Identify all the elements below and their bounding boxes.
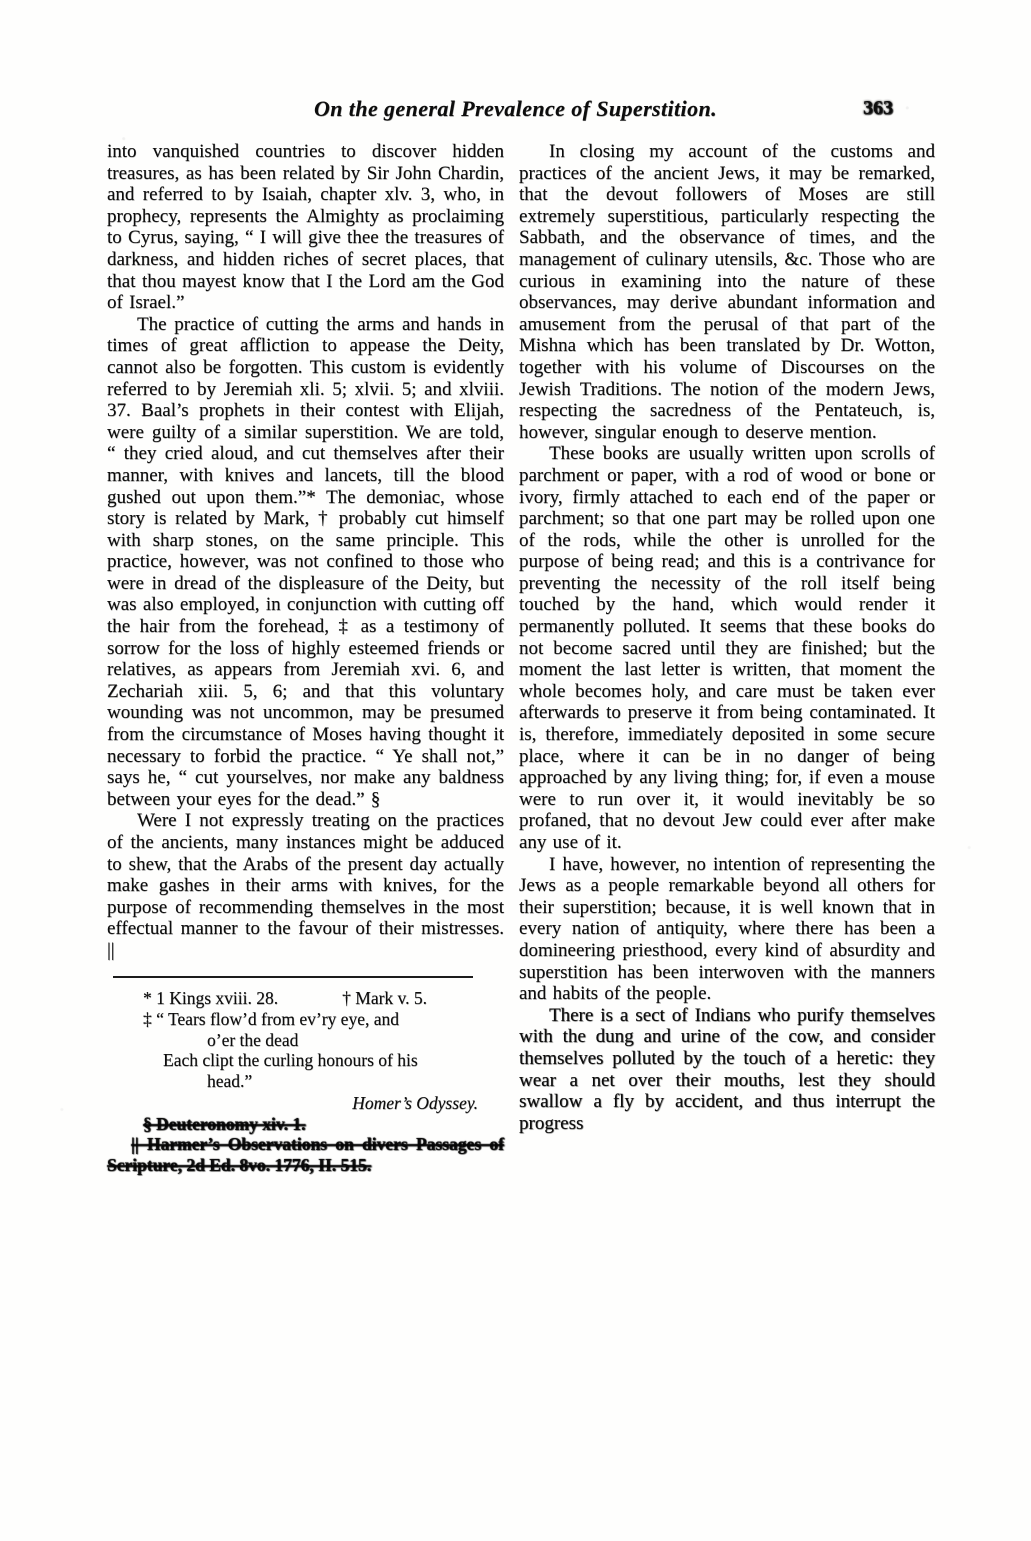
footnote-poem-line: ‡ “ Tears flow’d from ev’ry eye, and [143,1009,399,1030]
footnote-poem [107,1009,504,1091]
footnote-deuteronomy: § Deuteronomy xiv. 1. [143,1113,306,1134]
footnote-poem-line: head.” [207,1070,253,1091]
footnote-harmer: || Harmer’s Observations on divers Passages of Scripture, 2d Ed. 8vo. 1776, II. 515. [107,1134,504,1175]
left-column [107,141,504,1175]
paragraph-indian-sect: There is a sect of Indians who purify themselves with the dung and urine of the cow, and consider themselves polluted by the touch of a heretic: they wear a net over their mouths, lest they should swallow a fly by accident, and thus interrupt the progress [519,1004,935,1134]
two-column-text-block [107,141,935,1175]
page-number: 363 [863,97,893,119]
paragraph-no-intention: I have, however, no intention of representing the Jews as a people remarkable beyond all others for their superstition; because, it is well known that in every nation of antiquity, where there has been a domineering priesthood, every kind of absurdity and superstition has been interwoven with the manners and habits of the people. [519,853,935,1005]
running-head [0,96,1031,130]
right-column [519,141,935,1175]
paragraph-cutting-practice: The practice of cutting the arms and hands in times of great affliction to appease the Deity, cannot also be forgotten. This custom is evidently referred to by Jeremiah xli. 5; xlvii. 5; and xlviii. 37. Baal’s prophets in their contest with Elijah, were guilty of a similar superstition. We are told, “ they cried aloud, and cut themselves after their manner, with knives and lancets, till the blood gushed out upon them.”* The demoniac, whose story is related by Mark, † probably cut himself with sharp stones, on the same principle. This practice, however, was not confined to those who were in dread of the displeasure of the Deity, but was also employed, in conjunction with cutting off the hair from the forehead, ‡ as a testimony of sorrow for the loss of highly esteemed friends or relatives, as appears from Jeremiah xvi. 6, and Zechariah xiii. 5, 6; and that this voluntary wounding was not uncommon, may be presumed from the circumstance of Moses having thought it necessary to forbid the practice. “ Ye shall not,” says he, “ cut yourselves, nor make any baldness between your eyes for the dead.” § [107,313,504,810]
footnote-poem-line: o’er the dead [207,1029,299,1050]
footnote-divider [113,976,473,978]
footnote-refs-line [107,988,504,1009]
footnote-poem-line: Each clipt the curling honours of his [163,1050,418,1071]
footnote-kings: * 1 Kings xviii. 28. [143,987,279,1008]
paragraph-arabs: Were I not expressly treating on the practices of the ancients, many instances might be adduced to shew, that the Arabs of the present day actually make gashes in their arms with knives, for the purpose of recommending themselves in the most effectual manner to the favour of their mistresses. || [107,810,504,961]
paragraph-jewish-customs: In closing my account of the customs and practices of the ancient Jews, it may be remarked, that the devout followers of Moses are still extremely superstitious, particularly respecting the Sabbath, and the observance of times, and the management of culinary utensils, &c. Those who are curious in examining into the nature of these observances, may derive abundant information and amusement from the perusal of that part of the Mishna which has been translated by Dr. Wotton, together with his volume of Discourses on the Jewish Traditions. The notion of the modern Jews, respecting the sacredness of the Pentateuch, is, however, singular enough to deserve mention. [519,141,935,443]
page-title: On the general Prevalence of Superstition. [313,96,717,121]
footnotes [107,988,504,1176]
paragraph-scrolls: These books are usually written upon scrolls of parchment or paper, with a rod of wood or bone or ivory, firmly attached to each end of the paper or parchment; so that one part may be rolled upon one of the rods, while the other is unrolled for the purpose of being read; and this is a contrivance for preventing the necessity of the roll itself being touched by the hand, which would render it permanently polluted. It seems that these books do not become sacred until they are finished; but the moment the last letter is written, that moment the whole becomes holy, and care must be taken ever afterwards to preserve it from being contaminated. It is, therefore, immediately deposited in some secure place, where it can be in no danger of being approached by any living thing; for, if even a mouse were to run over it, it would inevitably be so profaned, that no devout Jew could ever after make any use of it. [519,443,935,853]
footnote-attribution: Homer’s Odyssey. [352,1093,478,1114]
footnote-mark: † Mark v. 5. [342,987,428,1008]
paragraph-treasures: into vanquished countries to discover hidden treasures, as has been related by Sir John Chardin, and referred to by Isaiah, chapter xlv. 3, who, in prophecy, represents the Almighty as proclaiming to Cyrus, saying, “ I will give thee the treasures of darkness, and hidden riches of secret places, that that thou mayest know that I the Lord am the God of Israel.” [107,141,505,314]
